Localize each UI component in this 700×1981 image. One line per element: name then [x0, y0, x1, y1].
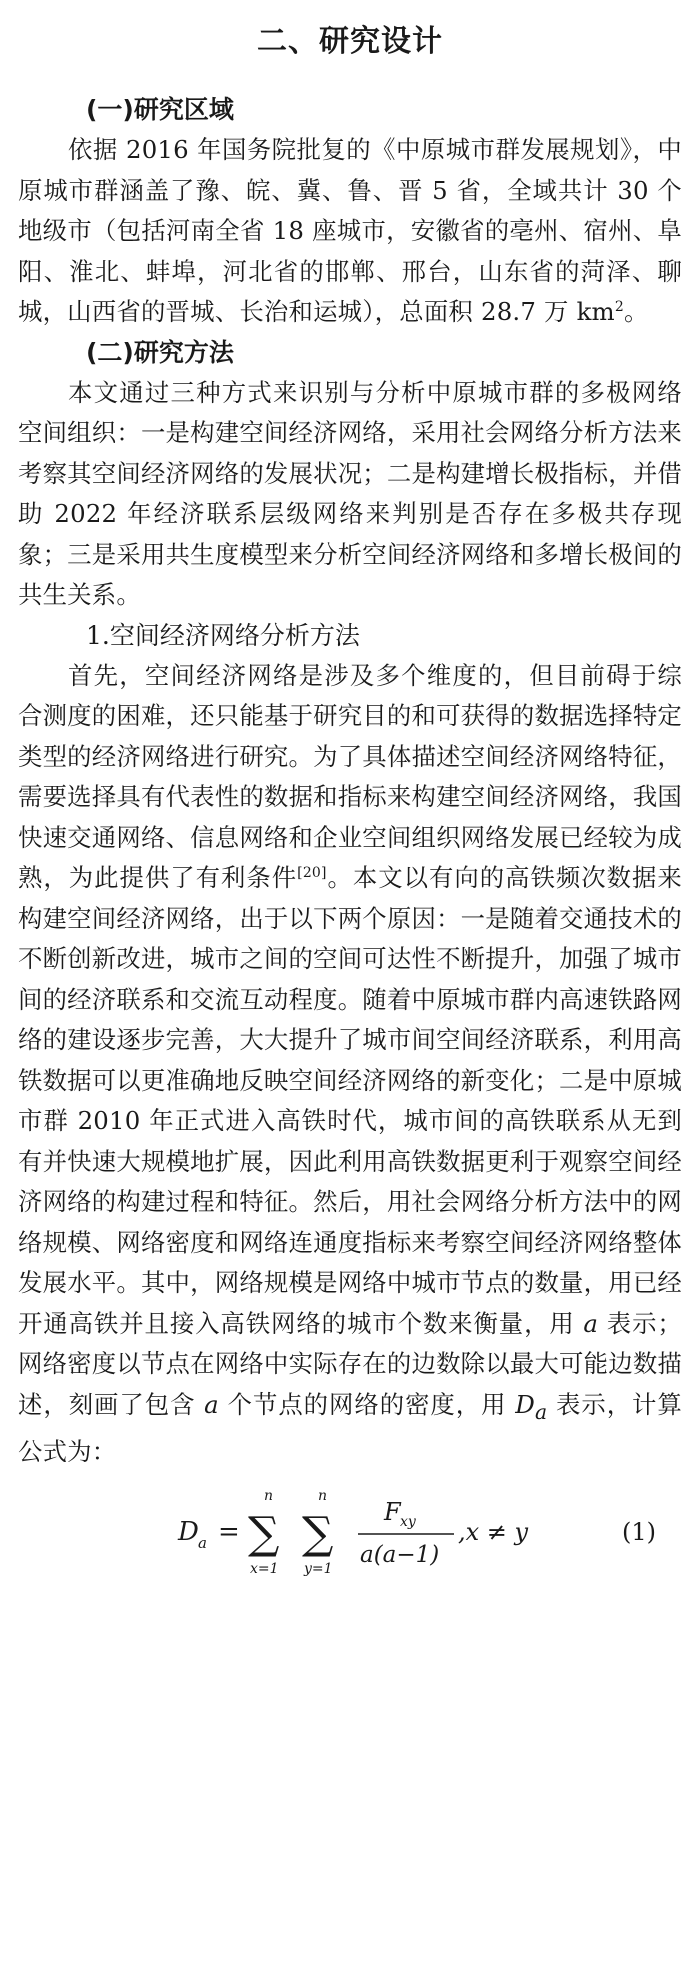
sum2-top: n — [318, 1488, 328, 1505]
spatial-network-text-5: 表示，计算公式为： — [18, 1389, 682, 1466]
variable-a: a — [583, 1308, 599, 1338]
variable-a-2: a — [204, 1389, 219, 1419]
sum1-top: n — [264, 1488, 274, 1505]
paragraph-research-method: 本文通过三种方式来识别与分析中原城市群的多极网络空间组织：一是构建空间经济网络，采用社会网络分析方法来考察其空间经济网络的发展状况；二是构建增长极指标，并借助 2022 年经济联系层级网络来判别是否存在多极共存现象；三是采用共生度模型来分析空间经济网络和多增长极间的共生关系。 — [18, 377, 682, 609]
formula-number: (1) — [622, 1518, 656, 1547]
paragraph-research-area-text: 依据 2016 年国务院批复的《中原城市群发展规划》，中原城市群涵盖了豫、皖、冀、鲁、晋 5 省，全域共计 30 个地级市（包括河南全省 18 座城市，安徽省的亳州、宿州、阜阳、淮北、蚌埠，河北省的邯郸、邢台，山东省的菏泽、聊城，山西省的晋城、长治和运城），总面积 28.7 万 km — [18, 135, 682, 326]
variable-D: D — [515, 1389, 535, 1419]
formula-svg — [18, 1478, 682, 1578]
paragraph-spatial-network — [18, 656, 682, 1473]
sum1-bottom: x=1 — [250, 1561, 279, 1578]
area-superscript: 2 — [614, 298, 624, 315]
subsection-heading-research-area: (一)研究区域 — [86, 95, 234, 124]
formula-lhs: D — [178, 1517, 199, 1548]
sum2-symbol: ∑ — [302, 1508, 334, 1560]
fraction-denominator: a(a−1) — [360, 1542, 440, 1569]
spatial-network-text-2: 。本文以有向的高铁频次数据来构建空间经济网络，出于以下两个原因：一是随着交通技术的不断创新改进，城市之间的空间可达性不断提升，加强了城市间的经济联系和交流互动程度。随着中原城市群内高速铁路网络的建设逐步完善，大大提升了城市间空间经济联系，利用高铁数据可以更准确地反映空间经济网络的新变化；二是中原城市群 2010 年正式进入高铁时代，城市间的高铁联系从无到有并快速大规模地扩展，因此利用高铁数据更利于观察空间经济网络的构建过程和特征。然后，用社会网络分析方法中的网络规模、网络密度和网络连通度指标来考察空间经济网络整体发展水平。其中，网络规模是网络中城市节点的数量，用已经开通高铁并且接入高铁网络的城市个数来衡量，用 — [18, 863, 682, 1338]
formula-lhs-subscript: a — [198, 1534, 207, 1553]
spatial-network-text-4: 个节点的网络的密度，用 — [218, 1389, 516, 1419]
paragraph-research-area — [18, 130, 682, 333]
spatial-network-text-3: 表示；网络密度以节点在网络中实际存在的边数除以最大可能边数描述，刻画了包含 — [18, 1308, 682, 1419]
variable-D-subscript: a — [534, 1399, 548, 1424]
formula-condition: ,x ≠ y — [458, 1518, 529, 1547]
formula-network-density — [18, 1478, 682, 1578]
sum1-symbol: ∑ — [248, 1508, 280, 1560]
citation-marker: [20] — [297, 864, 327, 881]
method-heading-spatial-network: 1.空间经济网络分析方法 — [86, 620, 360, 650]
subsection-heading-research-method: (二)研究方法 — [86, 337, 234, 367]
formula-equals: = — [218, 1517, 240, 1548]
fraction-numerator-subscript: xy — [400, 1514, 416, 1531]
sum2-bottom: y=1 — [304, 1561, 333, 1578]
paragraph-research-area-end: 。 — [624, 297, 649, 326]
fraction-numerator: F — [384, 1498, 401, 1527]
section-title: 二、研究设计 — [257, 24, 443, 59]
spatial-network-text-1: 首先，空间经济网络是涉及多个维度的，但目前碍于综合测度的困难，还只能基于研究目的和可获得的数据选择特定类型的经济网络进行研究。为了具体描述空间经济网络特征，需要选择具有代表性的数据和指标来构建空间经济网络，我国快速交通网络、信息网络和企业空间组织网络发展已经较为成熟，为此提供了有利条件 — [18, 660, 682, 892]
